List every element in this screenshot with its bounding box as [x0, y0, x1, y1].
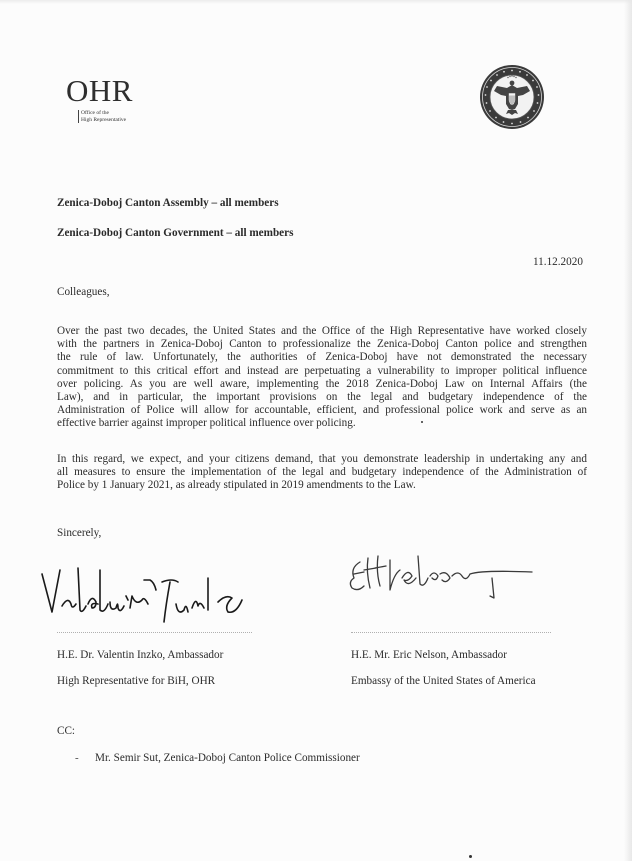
ohr-logo-letters: OHR [66, 73, 133, 108]
body-paragraph-2 [57, 453, 587, 493]
signatory-name-nelson: H.E. Mr. Eric Nelson, Ambassador [351, 649, 507, 661]
paragraph-line: In this regard, we expect, and your citizens demand, that you demonstrate leadership in undertaking any and [57, 453, 587, 465]
paragraph-line: with the partners in Zenica-Doboj Canton to professionalize the Zenica-Doboj Canton police and strengthen [57, 338, 587, 351]
paragraph-line: commitment to this critical effort and instead are perpetuating a vulnerability to improper political influence [57, 364, 587, 377]
paragraph-line: all measures to ensure the implementation of the legal and budgetary independence of the Administration of [57, 466, 587, 479]
salutation: Colleagues, [57, 286, 110, 298]
signature-line-right [351, 632, 551, 633]
cc-bullet: - [75, 752, 79, 764]
scan-speck [469, 855, 472, 858]
letter-date: 11.12.2020 [533, 256, 583, 268]
paragraph-line: over policing. As you are well aware, implementing the 2018 Zenica-Doboj Law on Internal Affairs (the [57, 377, 587, 390]
paragraph-line: Law), and in particular, the important provisions on the legal and budgetary independence of the [57, 391, 587, 404]
ohr-logo [66, 75, 156, 127]
signature-inzko [38, 560, 258, 630]
cc-label: CC: [57, 725, 76, 737]
paragraph-line: Over the past two decades, the United States and the Office of the High Representative have worked closely [57, 325, 587, 337]
addressee-government: Zenica-Doboj Canton Government – all members [57, 227, 294, 239]
paragraph-line: Administration of Police will allow for accountable, efficient, and professional police work and serve as an [57, 404, 587, 417]
closing: Sincerely, [57, 527, 102, 539]
paragraph-line: effective barrier against improper political influence over policing. [57, 417, 356, 430]
scan-edge-right [624, 0, 632, 861]
ohr-logo-subtitle-line1: Office of the [81, 110, 109, 116]
scan-edge-top [0, 0, 632, 4]
ohr-logo-subtitle [78, 110, 126, 123]
cc-recipient: Mr. Semir Sut, Zenica-Doboj Canton Police Commissioner [95, 752, 360, 764]
ohr-logo-subtitle-line2: High Representative [81, 116, 127, 123]
paragraph-line: Police by 1 January 2021, as already stipulated in 2019 amendments to the Law. [57, 479, 416, 492]
us-great-seal-icon [479, 64, 545, 130]
signatory-name-inzko: H.E. Dr. Valentin Inzko, Ambassador [57, 649, 224, 661]
signatory-title-nelson: Embassy of the United States of America [351, 675, 536, 687]
scan-speck [421, 421, 423, 423]
body-paragraph-1 [57, 325, 587, 431]
paragraph-line: the rule of law. Unfortunately, the authorities of Zenica-Doboj have not demonstrated the necessary [57, 351, 587, 364]
signature-nelson [342, 548, 552, 618]
signatory-title-inzko: High Representative for BiH, OHR [57, 675, 216, 687]
signature-line-left [57, 632, 252, 633]
addressee-assembly: Zenica-Doboj Canton Assembly – all members [57, 197, 279, 209]
